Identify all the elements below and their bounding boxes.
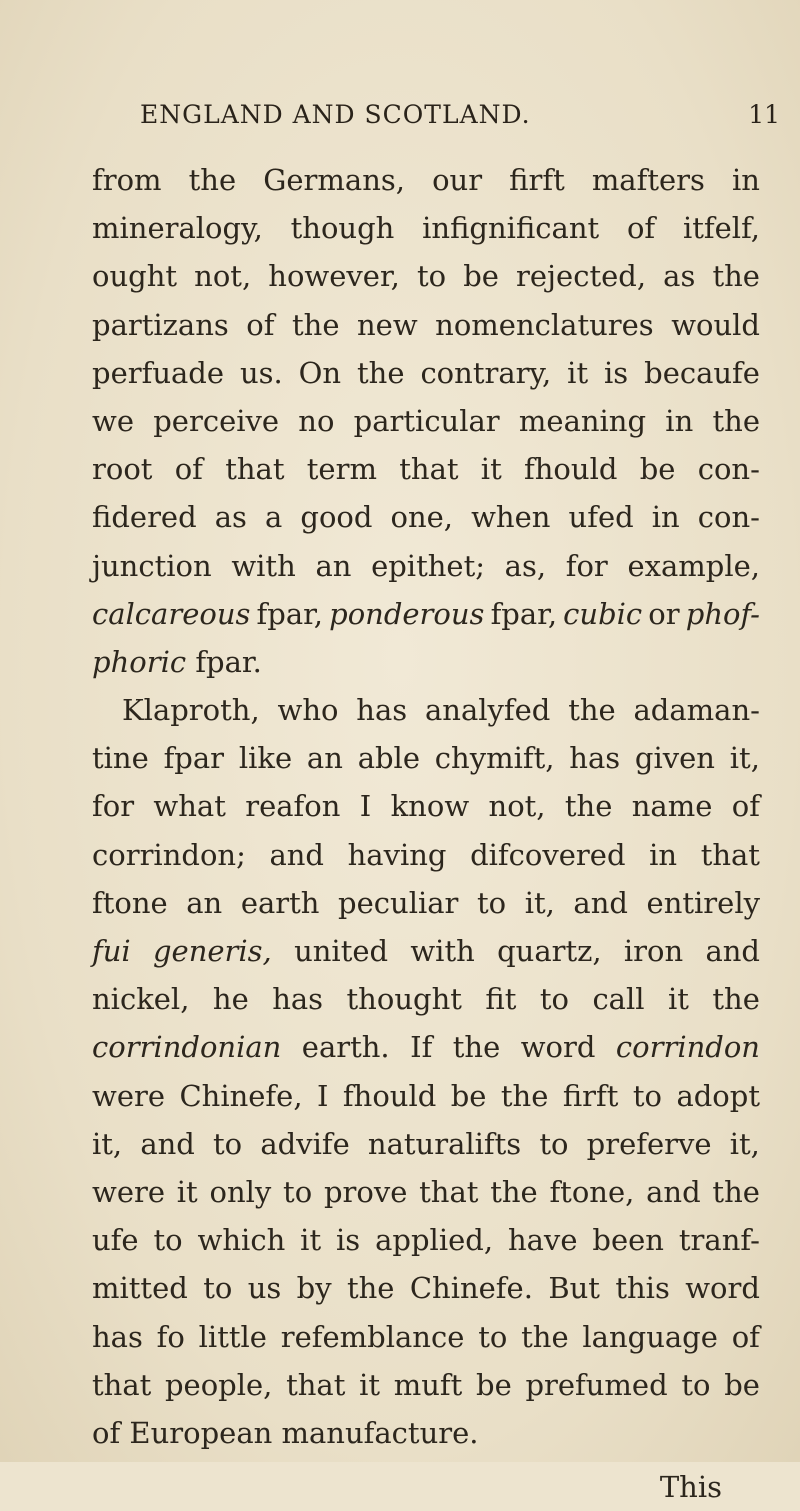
- text-line: for what reafon I know not, the name of: [92, 789, 760, 824]
- text-line: ought not, however, to be rejected, as the: [92, 259, 760, 294]
- text-line: root of that term that it fhould be con-: [92, 452, 760, 487]
- body-text: [92, 156, 760, 1511]
- text-line: tine fpar like an able chymift, has given it,: [92, 741, 760, 776]
- text-line: fui generis, united with quartz, iron and: [92, 934, 760, 968]
- text-line: corrindon; and having difcovered in that: [92, 837, 760, 872]
- text-line: from the Germans, our firft mafters in: [92, 163, 760, 197]
- running-head-title: ENGLAND AND SCOTLAND.: [140, 100, 531, 129]
- text-line: mitted to us by the Chinefe. But this word: [92, 1271, 760, 1306]
- text-line: perfuade us. On the contrary, it is becaufe: [92, 355, 760, 390]
- text-line: fidered as a good one, when ufed in con-: [92, 500, 760, 535]
- text-line: Klaproth, who has analyfed the adaman-: [122, 693, 760, 728]
- text-line: that people, that it muft be prefumed to be: [92, 1367, 760, 1402]
- running-head: [140, 100, 780, 140]
- text-line: were Chinefe, I fhould be the firft to adopt: [92, 1078, 760, 1113]
- text-line: it, and to advife naturalifts to preferve it,: [92, 1126, 760, 1161]
- text-line: has fo little refemblance to the language of: [92, 1319, 760, 1354]
- text-line: mineralogy, though infignificant of itfelf,: [92, 211, 760, 246]
- text-line: were it only to prove that the ftone, and the: [92, 1174, 760, 1209]
- text-line: calcareous fpar, ponderous fpar, cubic or phof-: [92, 596, 760, 631]
- text-line: partizans of the new nomenclatures would: [92, 307, 760, 342]
- text-line: of European manufacture.: [92, 1415, 479, 1450]
- page-number: 11: [748, 100, 780, 129]
- text-line: corrindonian earth. If the word corrindon: [92, 1030, 760, 1065]
- text-line: phoric fpar.: [92, 644, 262, 679]
- text-line: we perceive no particular meaning in the: [92, 403, 760, 438]
- text-line: junction with an epithet; as, for example,: [92, 548, 760, 583]
- text-line: nickel, he has thought fit to call it the: [92, 982, 760, 1017]
- text-line: ftone an earth peculiar to it, and entirely: [92, 885, 760, 920]
- text-line: ufe to which it is applied, have been tranf-: [92, 1223, 760, 1258]
- catchword: This: [659, 1470, 722, 1505]
